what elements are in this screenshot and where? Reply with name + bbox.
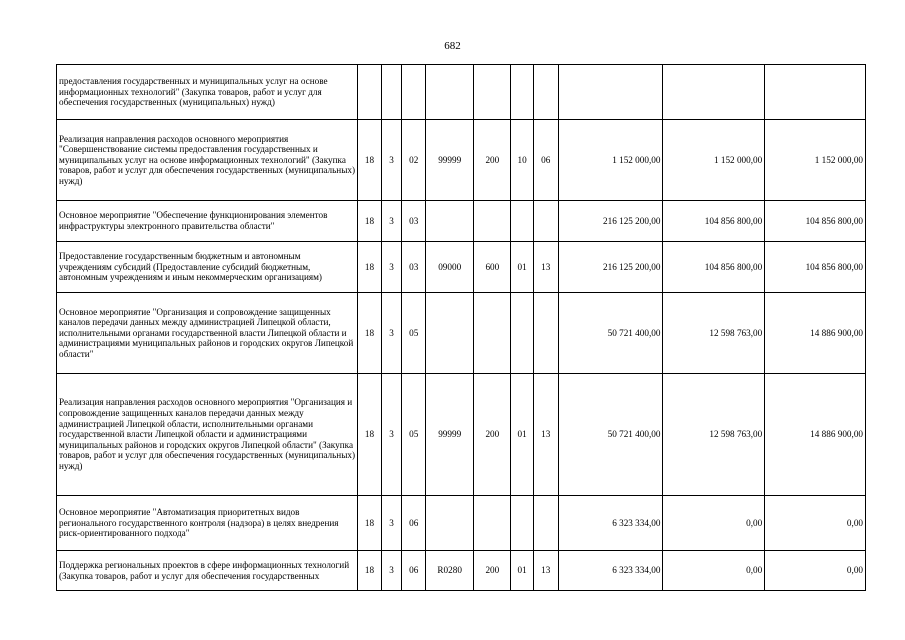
cell-sum2: 0,00 <box>663 551 765 591</box>
row-description: Основное мероприятие "Автоматизация приоритетных видов регионального государственного контроля (надзора) в целях внедрения риск-ориентированного подхода" <box>57 496 358 551</box>
cell-code1: 18 <box>358 293 382 374</box>
cell-sum2: 1 152 000,00 <box>663 120 765 201</box>
cell-code1: 18 <box>358 496 382 551</box>
cell-sum3: 104 856 800,00 <box>765 242 866 293</box>
cell-code6: 10 <box>511 120 534 201</box>
cell-code6: 01 <box>511 551 534 591</box>
cell-code6 <box>511 201 534 242</box>
cell-sum1: 216 125 200,00 <box>558 201 663 242</box>
table-row <box>57 374 866 496</box>
cell-code3: 03 <box>402 201 426 242</box>
cell-code4: 09000 <box>426 242 474 293</box>
cell-code5 <box>474 496 511 551</box>
cell-code5: 200 <box>474 120 511 201</box>
cell-sum2: 12 598 763,00 <box>663 374 765 496</box>
cell-sum3 <box>765 65 866 120</box>
cell-sum2: 12 598 763,00 <box>663 293 765 374</box>
table-row <box>57 65 866 120</box>
row-description: Поддержка региональных проектов в сфере информационных технологий (Закупка товаров, работ и услуг для обеспечения государственных <box>57 551 358 591</box>
cell-code7: 06 <box>533 120 558 201</box>
cell-code6 <box>511 293 534 374</box>
cell-code5: 200 <box>474 374 511 496</box>
cell-code1: 18 <box>358 551 382 591</box>
cell-code5 <box>474 201 511 242</box>
cell-sum2: 104 856 800,00 <box>663 201 765 242</box>
cell-code3: 03 <box>402 242 426 293</box>
cell-sum1: 50 721 400,00 <box>558 293 663 374</box>
cell-code6 <box>511 496 534 551</box>
cell-sum1: 50 721 400,00 <box>558 374 663 496</box>
cell-code7 <box>533 201 558 242</box>
cell-code3 <box>402 65 426 120</box>
row-description: Предоставление государственным бюджетным и автономным учреждениям субсидий (Предоставление субсидий бюджетным, автономным учреждениям и иным некоммерческим организациям) <box>57 242 358 293</box>
cell-sum2: 0,00 <box>663 496 765 551</box>
table-body <box>57 65 866 591</box>
cell-sum3: 104 856 800,00 <box>765 201 866 242</box>
cell-code1: 18 <box>358 242 382 293</box>
cell-code2: 3 <box>381 201 402 242</box>
cell-code6 <box>511 65 534 120</box>
table-row <box>57 120 866 201</box>
cell-code4 <box>426 496 474 551</box>
cell-code4: R0280 <box>426 551 474 591</box>
row-description: Реализация направления расходов основного мероприятия "Совершенствование системы предоставления государственных и муниципальных услуг на основе информационных технологий" (Закупка товаров, работ и услуг для обеспечения государственных (муниципальных) нужд) <box>57 120 358 201</box>
cell-code5: 200 <box>474 551 511 591</box>
cell-code4 <box>426 65 474 120</box>
cell-sum1: 6 323 334,00 <box>558 496 663 551</box>
cell-code3: 06 <box>402 551 426 591</box>
cell-sum3: 14 886 900,00 <box>765 293 866 374</box>
cell-code6: 01 <box>511 242 534 293</box>
cell-code2: 3 <box>381 120 402 201</box>
cell-code7: 13 <box>533 551 558 591</box>
cell-code1: 18 <box>358 374 382 496</box>
cell-sum2: 104 856 800,00 <box>663 242 765 293</box>
table-row <box>57 551 866 591</box>
cell-code3: 02 <box>402 120 426 201</box>
cell-sum3: 0,00 <box>765 496 866 551</box>
cell-code2: 3 <box>381 293 402 374</box>
cell-code4: 99999 <box>426 374 474 496</box>
cell-code2: 3 <box>381 551 402 591</box>
cell-code3: 06 <box>402 496 426 551</box>
cell-sum1 <box>558 65 663 120</box>
row-description: Основное мероприятие "Организация и сопровождение защищенных каналов передачи данных между администрацией Липецкой области, исполнительными органами государственной власти Липецкой области и администрациями муниципальных районов и городских округов Липецкой области" <box>57 293 358 374</box>
cell-sum3: 0,00 <box>765 551 866 591</box>
cell-sum1: 1 152 000,00 <box>558 120 663 201</box>
cell-code2: 3 <box>381 374 402 496</box>
row-description: Реализация направления расходов основного мероприятия "Организация и сопровождение защищенных каналов передачи данных между администрацией Липецкой области, исполнительными органами государственной власти Липецкой области и администрациями муниципальных районов и городских округов Липецкой области" (Закупка товаров, работ и услуг для обеспечения государственных (муниципальных) нужд) <box>57 374 358 496</box>
cell-code4 <box>426 293 474 374</box>
cell-code1: 18 <box>358 120 382 201</box>
cell-code7 <box>533 65 558 120</box>
cell-code3: 05 <box>402 374 426 496</box>
row-description: предоставления государственных и муниципальных услуг на основе информационных технологий" (Закупка товаров, работ и услуг для обеспечения государственных (муниципальных) нужд) <box>57 65 358 120</box>
row-description: Основное мероприятие "Обеспечение функционирования элементов инфраструктуры электронного правительства области" <box>57 201 358 242</box>
cell-code4: 99999 <box>426 120 474 201</box>
cell-sum1: 6 323 334,00 <box>558 551 663 591</box>
cell-code3: 05 <box>402 293 426 374</box>
cell-sum3: 1 152 000,00 <box>765 120 866 201</box>
table-row <box>57 496 866 551</box>
cell-code1: 18 <box>358 201 382 242</box>
cell-code7: 13 <box>533 242 558 293</box>
cell-code7: 13 <box>533 374 558 496</box>
cell-code2: 3 <box>381 242 402 293</box>
table-row <box>57 242 866 293</box>
budget-table <box>56 64 866 591</box>
page-number: 682 <box>444 40 461 52</box>
cell-code5 <box>474 65 511 120</box>
cell-sum3: 14 886 900,00 <box>765 374 866 496</box>
cell-code6: 01 <box>511 374 534 496</box>
cell-code4 <box>426 201 474 242</box>
cell-code5 <box>474 293 511 374</box>
cell-code2: 3 <box>381 496 402 551</box>
cell-sum2 <box>663 65 765 120</box>
table-row <box>57 201 866 242</box>
cell-code5: 600 <box>474 242 511 293</box>
table-row <box>57 293 866 374</box>
cell-code1 <box>358 65 382 120</box>
cell-code7 <box>533 496 558 551</box>
cell-sum1: 216 125 200,00 <box>558 242 663 293</box>
cell-code7 <box>533 293 558 374</box>
cell-code2 <box>381 65 402 120</box>
